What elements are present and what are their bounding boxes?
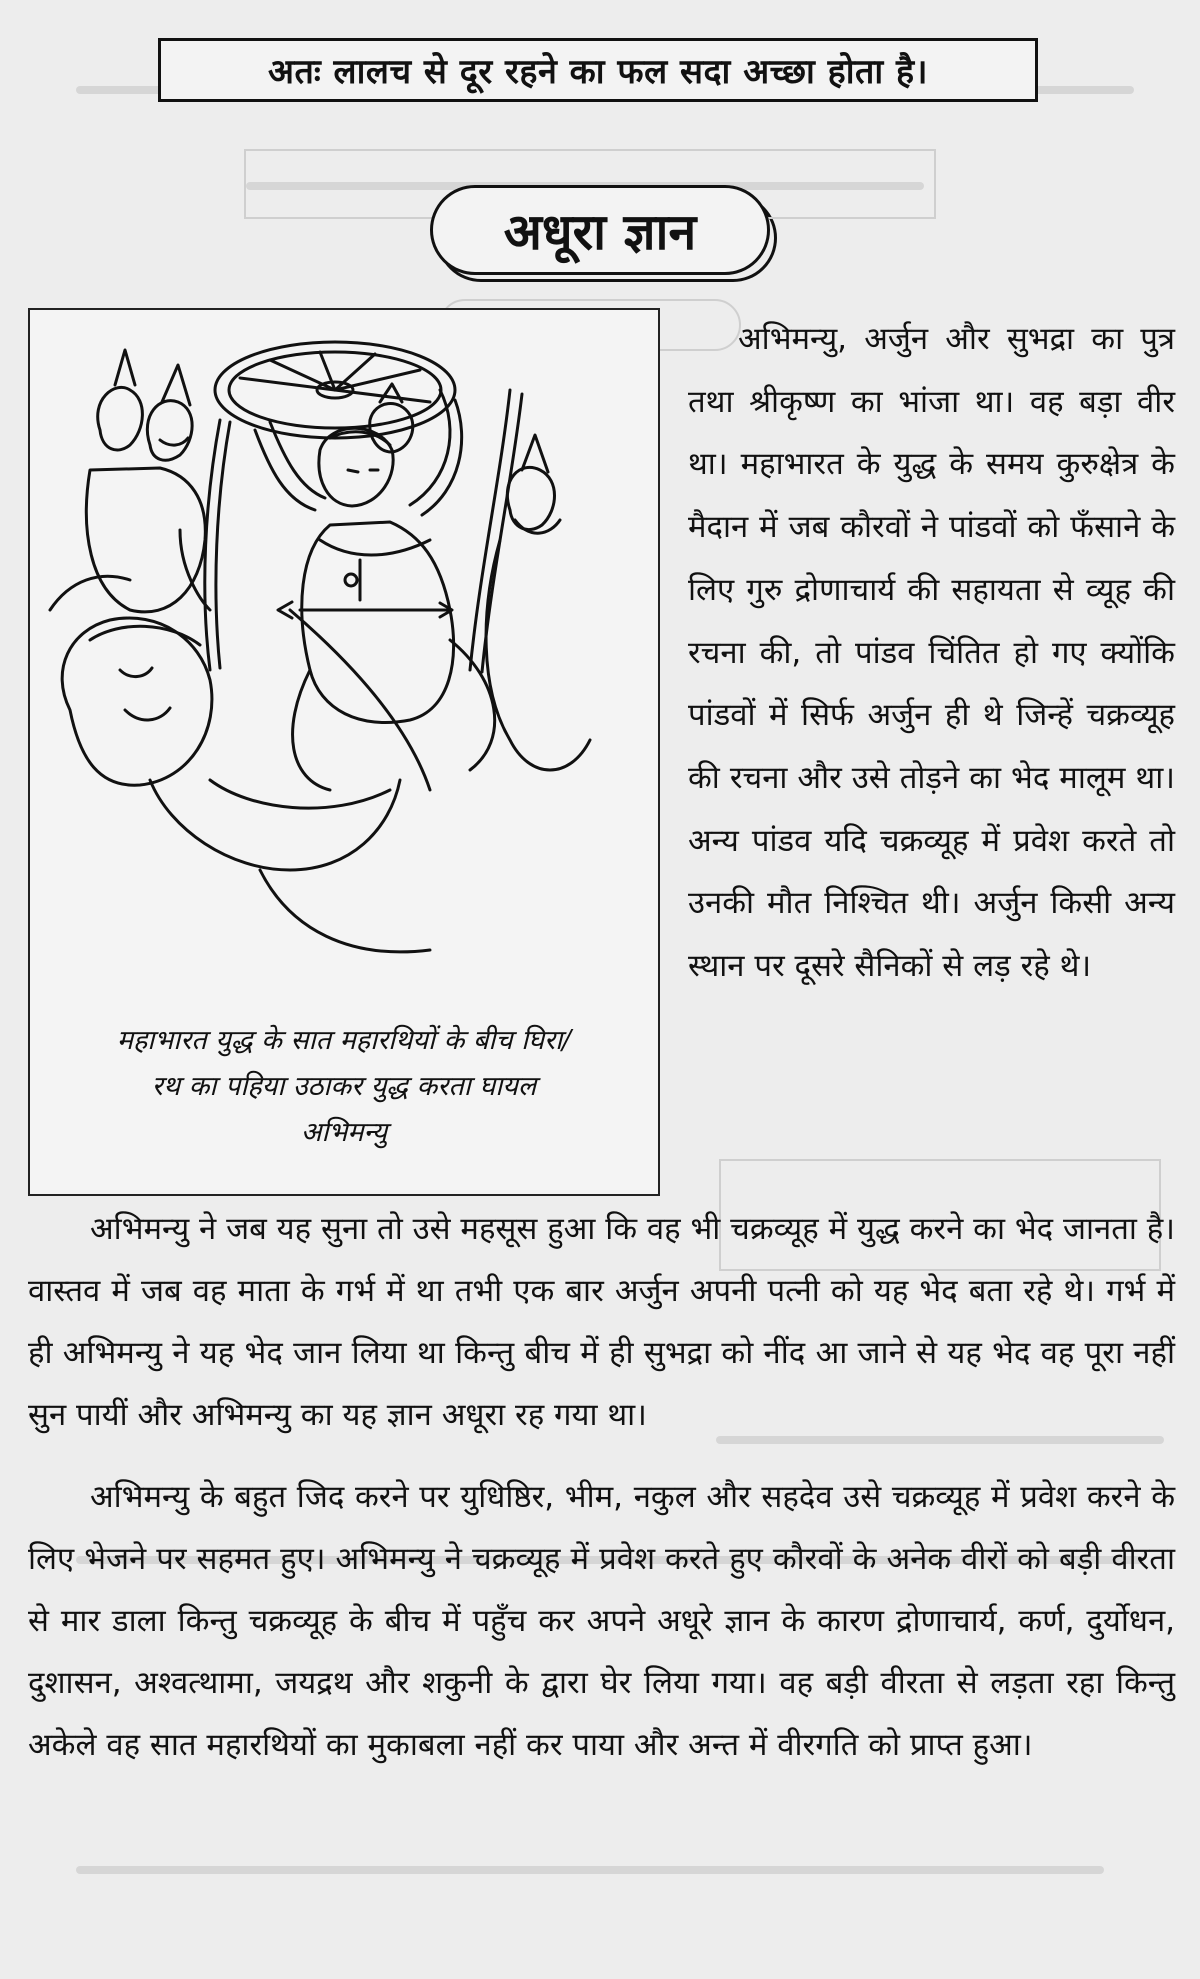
intro-paragraph-block xyxy=(688,308,1175,998)
illustration-caption xyxy=(40,1018,648,1156)
body-paragraphs xyxy=(28,1198,1175,1796)
story-title: अधूरा ज्ञान xyxy=(503,203,697,261)
paragraph-2: अभिमन्यु ने जब यह सुना तो उसे महसूस हुआ कि वह भी चक्रव्यूह में युद्ध करने का भेद जानता है। वास्तव में जब वह माता के गर्भ में था तभी एक बार अर्जुन अपनी पत्नी को यह भेद बता रहे थे। गर्भ में ही अभिमन्यु ने यह भेद जान लिया था किन्तु बीच में ही सुभद्रा को नींद आ जाने से यह भेद वह पूरा नहीं सुन पायीं और अभिमन्यु का यह ज्ञान अधूरा रह गया था। xyxy=(28,1211,1175,1433)
caption-line-2: रथ का पहिया उठाकर युद्ध करता घायल xyxy=(151,1071,537,1102)
paragraph-1: अभिमन्यु, अर्जुन और सुभद्रा का पुत्र तथा श्रीकृष्ण का भांजा था। वह बड़ा वीर था। महाभारत के युद्ध के समय कुरुक्षेत्र के मैदान में जब कौरवों ने पांडवों को फँसाने के लिए गुरु द्रोणाचार्य की सहायता से व्यूह की रचना की, तो पांडव चिंतित हो गए क्योंकि पांडवों में सिर्फ अर्जुन ही थे जिन्हें चक्रव्यूह की रचना और उसे तोड़ने का भेद मालूम था। अन्य पांडव यदि चक्रव्यूह में प्रवेश करते तो उनकी मौत निश्चित थी। अर्जुन किसी अन्य स्थान पर दूसरे सैनिकों से लड़ रहे थे। xyxy=(688,321,1175,985)
moral-line-box xyxy=(158,38,1038,102)
paragraph-3: अभिमन्यु के बहुत जिद करने पर युधिष्ठिर, भीम, नकुल और सहदेव उसे चक्रव्यूह में प्रवेश करने के लिए भेजने पर सहमत हुए। अभिमन्यु ने चक्रव्यूह में प्रवेश करते हुए कौरवों के अनेक वीरों को बड़ी वीरता से मार डाला किन्तु चक्रव्यूह के बीच में पहुँच कर अपने अधूरे ज्ञान के कारण द्रोणाचार्य, कर्ण, दुर्योधन, दुशासन, अश्वत्थामा, जयद्रथ और शकुनी के द्वारा घेर लिया गया। वह बड़ी वीरता से लड़ता रहा किन्तु अकेले वह सात महारथियों का मुकाबला नहीं कर पाया और अन्त में वीरगति को प्राप्त हुआ। xyxy=(28,1479,1175,1763)
caption-line-3: अभिमन्यु xyxy=(300,1117,388,1148)
caption-line-1: महाभारत युद्ध के सात महारथियों के बीच घिरा/ xyxy=(116,1025,572,1056)
story-title-box xyxy=(430,185,770,275)
illustration-frame xyxy=(28,308,660,1196)
moral-line: अतः लालच से दूर रहने का फल सदा अच्छा होता है। xyxy=(267,52,928,92)
abhimanyu-illustration xyxy=(30,310,658,1010)
